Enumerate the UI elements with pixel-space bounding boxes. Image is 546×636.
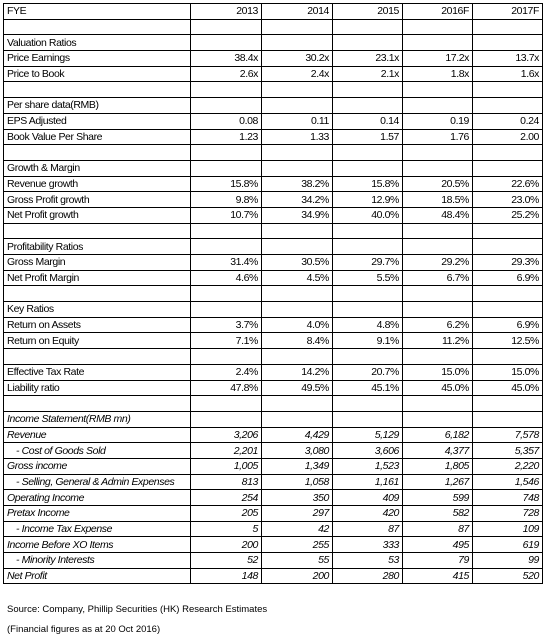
empty-cell [333,302,403,318]
row-label: Operating Income [4,490,191,506]
empty-cell [333,349,403,365]
row-label: Return on Equity [4,333,191,349]
row-label: - Income Tax Expense [4,521,191,537]
value-cell: 6.2% [403,317,473,333]
value-cell: 0.19 [403,113,473,129]
value-cell: 45.1% [333,380,403,396]
value-cell: 48.4% [403,207,473,223]
empty-cell [473,286,543,302]
empty-cell [473,145,543,161]
section-title-row [4,411,543,427]
value-cell: 25.2% [473,207,543,223]
value-cell: 5 [191,521,262,537]
value-cell: 12.9% [333,192,403,208]
row-label: Price to Book [4,66,191,82]
empty-cell [191,396,262,412]
table-row [4,333,543,349]
value-cell: 55 [262,553,333,569]
empty-cell [403,286,473,302]
empty-cell [473,411,543,427]
value-cell: 297 [262,506,333,522]
value-cell: 45.0% [473,380,543,396]
section-title: Income Statement(RMB mn) [4,411,191,427]
value-cell: 200 [262,568,333,584]
spacer-row [4,223,543,239]
value-cell: 6.9% [473,317,543,333]
row-label: Net Profit Margin [4,270,191,286]
empty-cell [262,239,333,255]
empty-cell [4,286,191,302]
empty-cell [473,223,543,239]
value-cell: 15.0% [403,364,473,380]
empty-cell [191,302,262,318]
table-row [4,113,543,129]
value-cell: 4.6% [191,270,262,286]
value-cell: 148 [191,568,262,584]
row-label: Gross income [4,458,191,474]
empty-cell [262,35,333,51]
value-cell: 10.7% [191,207,262,223]
empty-cell [333,145,403,161]
header-label: FYE [4,4,191,20]
value-cell: 31.4% [191,255,262,271]
value-cell: 0.08 [191,113,262,129]
empty-cell [473,19,543,35]
value-cell: 15.8% [333,176,403,192]
table-row [4,490,543,506]
date-note: (Financial figures as at 20 Oct 2016) [7,624,161,635]
value-cell: 49.5% [262,380,333,396]
table-row [4,521,543,537]
value-cell: 38.4x [191,51,262,67]
empty-cell [4,145,191,161]
empty-cell [191,82,262,98]
empty-cell [403,223,473,239]
value-cell: 1,161 [333,474,403,490]
row-label: Net Profit growth [4,207,191,223]
value-cell: 3,080 [262,443,333,459]
value-cell: 0.24 [473,113,543,129]
table-row [4,506,543,522]
row-label: Revenue [4,427,191,443]
value-cell: 15.0% [473,364,543,380]
source-note: Source: Company, Phillip Securities (HK) Research Estimates [7,604,268,615]
empty-cell [4,223,191,239]
empty-cell [333,98,403,114]
value-cell: 333 [333,537,403,553]
value-cell: 11.2% [403,333,473,349]
value-cell: 109 [473,521,543,537]
value-cell: 30.5% [262,255,333,271]
section-title-row [4,239,543,255]
empty-cell [262,302,333,318]
table-row [4,443,543,459]
value-cell: 255 [262,537,333,553]
table-row [4,568,543,584]
value-cell: 15.8% [191,176,262,192]
table-row [4,553,543,569]
spacer-row [4,349,543,365]
financial-table [3,3,543,584]
value-cell: 1.57 [333,129,403,145]
header-year: 2014 [262,4,333,20]
empty-cell [262,286,333,302]
value-cell: 1,546 [473,474,543,490]
table-row [4,270,543,286]
value-cell: 1,267 [403,474,473,490]
value-cell: 87 [333,521,403,537]
empty-cell [333,160,403,176]
value-cell: 14.2% [262,364,333,380]
value-cell: 79 [403,553,473,569]
table-row [4,207,543,223]
empty-cell [403,239,473,255]
value-cell: 5.5% [333,270,403,286]
table-row [4,129,543,145]
table-row [4,427,543,443]
value-cell: 29.2% [403,255,473,271]
empty-cell [473,396,543,412]
value-cell: 5,129 [333,427,403,443]
value-cell: 12.5% [473,333,543,349]
value-cell: 20.5% [403,176,473,192]
value-cell: 2.6x [191,66,262,82]
value-cell: 52 [191,553,262,569]
table-row [4,192,543,208]
value-cell: 99 [473,553,543,569]
value-cell: 4,429 [262,427,333,443]
value-cell: 599 [403,490,473,506]
section-title-row [4,302,543,318]
row-label: Gross Profit growth [4,192,191,208]
empty-cell [262,411,333,427]
value-cell: 415 [403,568,473,584]
value-cell: 23.1x [333,51,403,67]
value-cell: 1.23 [191,129,262,145]
empty-cell [191,145,262,161]
value-cell: 20.7% [333,364,403,380]
value-cell: 3.7% [191,317,262,333]
row-label: Gross Margin [4,255,191,271]
value-cell: 45.0% [403,380,473,396]
empty-cell [191,98,262,114]
value-cell: 34.2% [262,192,333,208]
spacer-row [4,396,543,412]
header-year: 2016F [403,4,473,20]
value-cell: 4.8% [333,317,403,333]
empty-cell [333,19,403,35]
empty-cell [4,349,191,365]
value-cell: 1.76 [403,129,473,145]
row-label: Income Before XO Items [4,537,191,553]
empty-cell [191,239,262,255]
empty-cell [191,411,262,427]
value-cell: 1,805 [403,458,473,474]
empty-cell [403,411,473,427]
value-cell: 9.8% [191,192,262,208]
value-cell: 2.00 [473,129,543,145]
section-title: Valuation Ratios [4,35,191,51]
value-cell: 2.4x [262,66,333,82]
value-cell: 254 [191,490,262,506]
value-cell: 1.33 [262,129,333,145]
empty-cell [191,223,262,239]
section-title-row [4,160,543,176]
empty-cell [333,82,403,98]
empty-cell [333,223,403,239]
empty-cell [473,349,543,365]
value-cell: 205 [191,506,262,522]
empty-cell [191,160,262,176]
row-label: Effective Tax Rate [4,364,191,380]
value-cell: 34.9% [262,207,333,223]
table-row [4,66,543,82]
table-row [4,537,543,553]
value-cell: 0.11 [262,113,333,129]
value-cell: 420 [333,506,403,522]
empty-cell [403,98,473,114]
row-label: Pretax Income [4,506,191,522]
section-title: Profitability Ratios [4,239,191,255]
value-cell: 200 [191,537,262,553]
row-label: Price Earnings [4,51,191,67]
empty-cell [4,82,191,98]
section-title: Growth & Margin [4,160,191,176]
value-cell: 1,523 [333,458,403,474]
empty-cell [473,82,543,98]
value-cell: 4,377 [403,443,473,459]
value-cell: 3,206 [191,427,262,443]
value-cell: 53 [333,553,403,569]
value-cell: 813 [191,474,262,490]
table-row [4,255,543,271]
header-year: 2017F [473,4,543,20]
value-cell: 17.2x [403,51,473,67]
header-year: 2013 [191,4,262,20]
row-label: Liability ratio [4,380,191,396]
value-cell: 9.1% [333,333,403,349]
empty-cell [403,396,473,412]
value-cell: 2.1x [333,66,403,82]
value-cell: 8.4% [262,333,333,349]
empty-cell [473,160,543,176]
value-cell: 6.9% [473,270,543,286]
value-cell: 30.2x [262,51,333,67]
section-title-row [4,98,543,114]
empty-cell [403,349,473,365]
value-cell: 520 [473,568,543,584]
value-cell: 1.8x [403,66,473,82]
value-cell: 4.5% [262,270,333,286]
value-cell: 23.0% [473,192,543,208]
row-label: Return on Assets [4,317,191,333]
value-cell: 495 [403,537,473,553]
value-cell: 2,201 [191,443,262,459]
empty-cell [473,239,543,255]
table-row [4,474,543,490]
value-cell: 1,005 [191,458,262,474]
spacer-row [4,145,543,161]
value-cell: 3,606 [333,443,403,459]
value-cell: 7.1% [191,333,262,349]
empty-cell [403,160,473,176]
empty-cell [333,239,403,255]
empty-cell [473,98,543,114]
value-cell: 87 [403,521,473,537]
value-cell: 4.0% [262,317,333,333]
row-label: - Cost of Goods Sold [4,443,191,459]
row-label: - Minority Interests [4,553,191,569]
empty-cell [473,302,543,318]
row-label: Book Value Per Share [4,129,191,145]
financial-summary [3,3,543,635]
empty-cell [262,145,333,161]
empty-cell [191,286,262,302]
row-label: - Selling, General & Admin Expenses [4,474,191,490]
value-cell: 42 [262,521,333,537]
empty-cell [262,82,333,98]
value-cell: 5,357 [473,443,543,459]
row-label: Revenue growth [4,176,191,192]
section-title: Per share data(RMB) [4,98,191,114]
empty-cell [262,223,333,239]
value-cell: 38.2% [262,176,333,192]
value-cell: 47.8% [191,380,262,396]
value-cell: 1.6x [473,66,543,82]
empty-cell [262,160,333,176]
row-label: Net Profit [4,568,191,584]
value-cell: 13.7x [473,51,543,67]
value-cell: 409 [333,490,403,506]
value-cell: 6.7% [403,270,473,286]
value-cell: 2,220 [473,458,543,474]
empty-cell [403,35,473,51]
table-row [4,364,543,380]
header-year: 2015 [333,4,403,20]
value-cell: 7,578 [473,427,543,443]
empty-cell [403,82,473,98]
table-row [4,51,543,67]
value-cell: 350 [262,490,333,506]
section-title: Key Ratios [4,302,191,318]
empty-cell [403,145,473,161]
value-cell: 6,182 [403,427,473,443]
empty-cell [333,35,403,51]
table-row [4,176,543,192]
value-cell: 0.14 [333,113,403,129]
empty-cell [262,349,333,365]
empty-cell [262,19,333,35]
value-cell: 2.4% [191,364,262,380]
value-cell: 280 [333,568,403,584]
table-row [4,317,543,333]
value-cell: 29.3% [473,255,543,271]
table-row [4,458,543,474]
value-cell: 748 [473,490,543,506]
empty-cell [4,396,191,412]
spacer-row [4,19,543,35]
value-cell: 728 [473,506,543,522]
empty-cell [4,19,191,35]
empty-cell [333,396,403,412]
empty-cell [262,98,333,114]
value-cell: 18.5% [403,192,473,208]
value-cell: 582 [403,506,473,522]
empty-cell [191,349,262,365]
header-row [4,4,543,20]
table-row [4,380,543,396]
empty-cell [191,35,262,51]
empty-cell [403,302,473,318]
empty-cell [333,286,403,302]
value-cell: 40.0% [333,207,403,223]
spacer-row [4,82,543,98]
empty-cell [333,411,403,427]
empty-cell [403,19,473,35]
section-title-row [4,35,543,51]
value-cell: 1,058 [262,474,333,490]
row-label: EPS Adjusted [4,113,191,129]
value-cell: 1,349 [262,458,333,474]
empty-cell [191,19,262,35]
empty-cell [262,396,333,412]
empty-cell [473,35,543,51]
value-cell: 29.7% [333,255,403,271]
spacer-row [4,286,543,302]
value-cell: 619 [473,537,543,553]
value-cell: 22.6% [473,176,543,192]
